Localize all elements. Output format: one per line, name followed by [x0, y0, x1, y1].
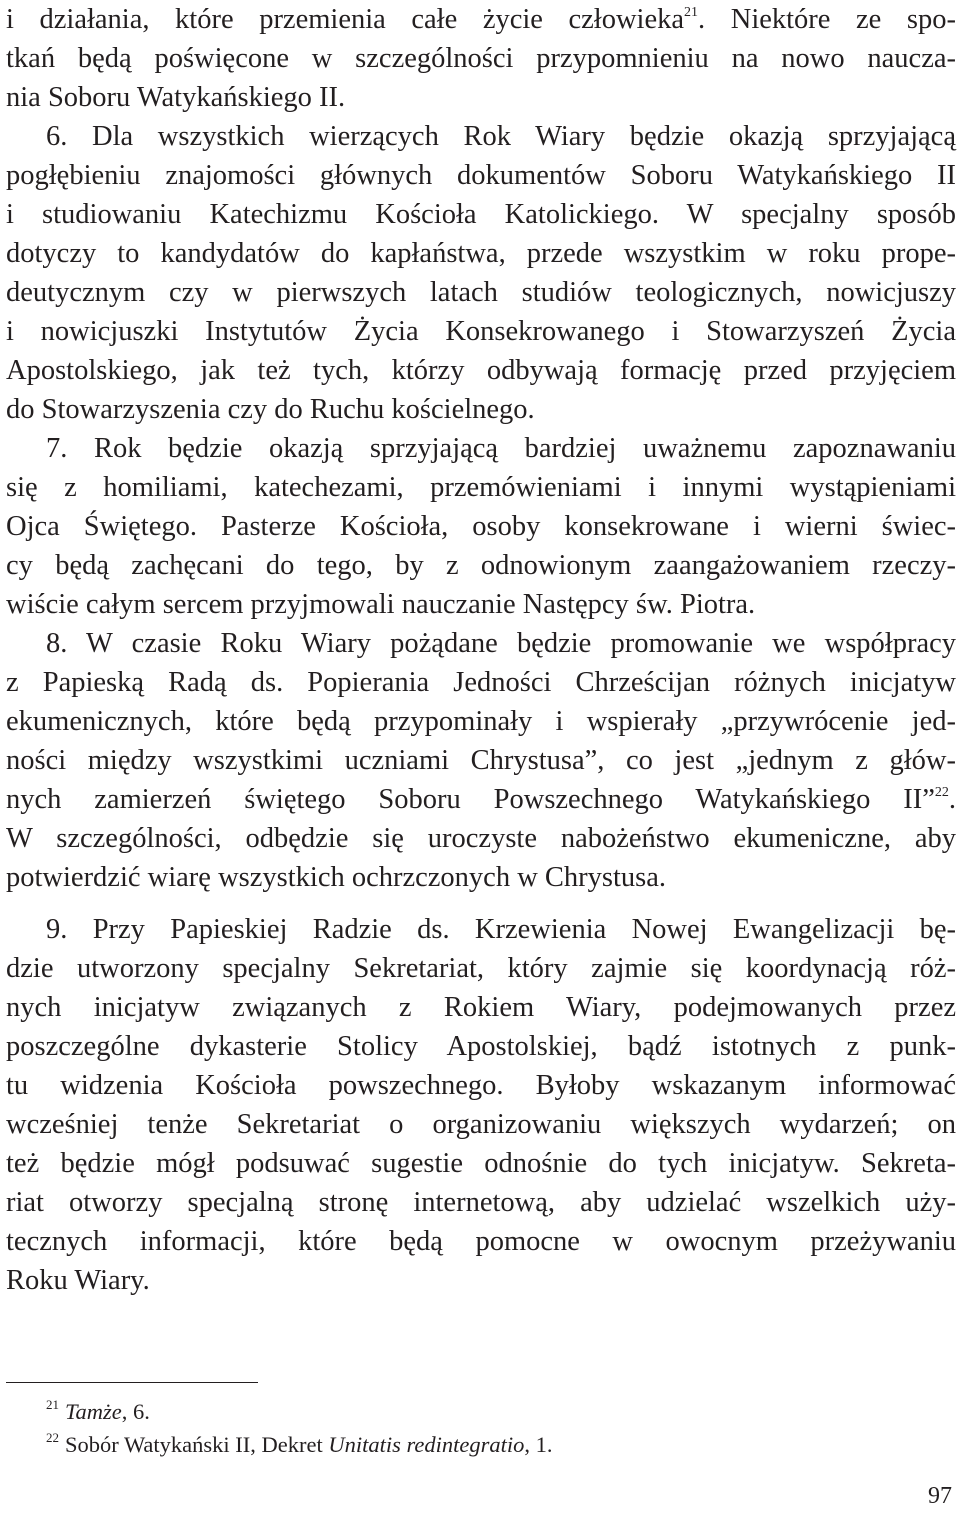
- text-run: i działania, które przemienia całe życie człowieka: [6, 4, 685, 35]
- text-line: [6, 0, 956, 39]
- text-line: też będzie mógł podsuwać sugestie odnośnie do tych inicjatyw. Sekreta-: [6, 1148, 956, 1179]
- text-line: dotyczy to kandydatów do kapłaństwa, przede wszystkim w roku prope-: [6, 238, 956, 269]
- text-line: tkań będą poświęcone w szczególności przypomnieniu na nowo naucza-: [6, 43, 956, 74]
- text-line: i studiowaniu Katechizmu Kościoła Katolickiego. W specjalny sposób: [6, 199, 956, 230]
- text-line: potwierdzić wiarę wszystkich ochrzczonych w Chrystusa.: [6, 862, 667, 893]
- paragraph-start-line: 7. Rok będzie okazją sprzyjającą bardziej uważnemu zapoznawaniu: [46, 433, 956, 464]
- text-line: riat otworzy specjalną stronę internetową, aby udzielać wszelkich uży-: [6, 1187, 956, 1218]
- footnote-text: , 6.: [121, 1399, 150, 1424]
- text-line: tu widzenia Kościoła powszechnego. Byłoby wskazanym informować: [6, 1070, 956, 1101]
- text-line: ekumenicznych, które będą przypominały i wspierały „przywrócenie jed-: [6, 706, 956, 737]
- text-line: cy będą zachęcani do tego, by z odnowionym zaangażowaniem rzeczy-: [6, 550, 956, 581]
- text-line: W szczególności, odbędzie się uroczyste nabożeństwo ekumeniczne, aby: [6, 823, 956, 854]
- text-line: Apostolskiego, jak też tych, którzy odbywają formację przed przyjęciem: [6, 355, 956, 386]
- text-line: Ojca Świętego. Pasterze Kościoła, osoby konsekrowane i wierni świec-: [6, 511, 956, 542]
- footnote-text: , 1.: [524, 1432, 553, 1457]
- footnote-italic-text: Unitatis redintegratio: [328, 1432, 525, 1457]
- text-line: tecznych informacji, które będą pomocne w owocnym przeżywaniu: [6, 1226, 956, 1257]
- text-line: nych inicjatyw związanych z Rokiem Wiary, podejmowanych przez: [6, 992, 956, 1023]
- text-line: wiście całym sercem przyjmowali nauczanie Następcy św. Piotra.: [6, 589, 756, 620]
- text-run: . Niektóre ze spo-: [698, 4, 956, 35]
- text-line: nia Soboru Watykańskiego II.: [6, 82, 346, 113]
- text-line: się z homiliami, katechezami, przemówieniami i innymi wystąpieniami: [6, 472, 956, 503]
- text-line: ności między wszystkimi uczniami Chrystusa”, co jest „jednym z głów-: [6, 745, 956, 776]
- text-line: deutycznym czy w pierwszych latach studiów teologicznych, nowicjuszy: [6, 277, 956, 308]
- footnote-text: Sobór Watykański II, Dekret: [65, 1432, 329, 1457]
- text-line: z Papieską Radą ds. Popierania Jedności Chrześcijan różnych inicjatyw: [6, 667, 956, 698]
- paragraph-start-line: 8. W czasie Roku Wiary pożądane będzie promowanie we współpracy: [46, 628, 956, 659]
- footnote-number: 22: [46, 1430, 59, 1445]
- page-number: 97: [928, 1483, 952, 1509]
- footnote-number: 21: [46, 1397, 59, 1412]
- footnote: [46, 1397, 846, 1427]
- text-line: dzie utworzony specjalny Sekretariat, który zajmie się koordynacją róż-: [6, 953, 956, 984]
- footnote: [46, 1430, 846, 1460]
- footnote-ref: 22: [934, 785, 949, 800]
- text-run: .: [948, 784, 956, 815]
- text-line: wcześniej tenże Sekretariat o organizowaniu większych wydarzeń; on: [6, 1109, 956, 1140]
- footnote-separator: [6, 1382, 258, 1383]
- footnote-italic-text: Tamże: [65, 1399, 122, 1424]
- paragraph-start-line: 6. Dla wszystkich wierzących Rok Wiary będzie okazją sprzyjającą: [46, 121, 956, 152]
- text-line: i nowicjuszki Instytutów Życia Konsekrowanego i Stowarzyszeń Życia: [6, 316, 956, 347]
- text-run: nych zamierzeń świętego Soboru Powszechnego Watykańskiego II”: [6, 784, 935, 815]
- text-line: Roku Wiary.: [6, 1265, 150, 1296]
- text-line: [6, 780, 956, 819]
- text-line: poszczególne dykasterie Stolicy Apostolskiej, bądź istotnych z punk-: [6, 1031, 956, 1062]
- text-line: pogłębieniu znajomości głównych dokumentów Soboru Watykańskiego II: [6, 160, 956, 191]
- paragraph-start-line: 9. Przy Papieskiej Radzie ds. Krzewienia Nowej Ewangelizacji bę-: [46, 914, 956, 945]
- text-line: do Stowarzyszenia czy do Ruchu kościelnego.: [6, 394, 535, 425]
- footnote-ref: 21: [684, 5, 699, 20]
